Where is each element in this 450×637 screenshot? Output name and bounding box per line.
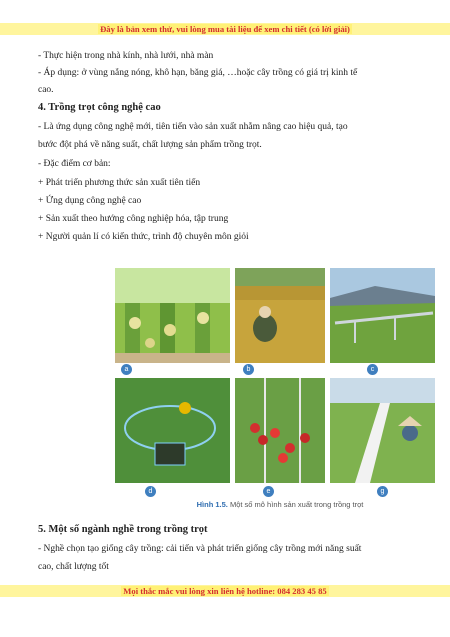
photo-vegetable-field <box>330 378 435 483</box>
photo-tag-e: e <box>263 486 274 497</box>
photo-tag-c: c <box>367 364 378 375</box>
list-item: + Ứng dụng công nghệ cao <box>38 196 142 206</box>
text-line: - Đặc điểm cơ bản: <box>38 159 111 169</box>
text-line: - Nghề chọn tạo giống cây trồng: cải tiến và phát triển giống cây trồng mới năng suất <box>38 544 362 554</box>
text-line: bước đột phá về năng suất, chất lượng sản phẩm trồng trọt. <box>38 140 262 150</box>
photo-tag-g: g <box>377 486 388 497</box>
list-item: + Sản xuất theo hướng công nghiệp hóa, tập trung <box>38 214 229 224</box>
preview-notice-text: Đây là bản xem thử, vui lòng mua tài liệu để xem chi tiết (có lời giải) <box>100 24 350 34</box>
photo-smart-farming <box>115 378 230 483</box>
figure-caption-text: Một số mô hình sản xuất trong trồng trọt <box>229 500 364 509</box>
photo-tag-a: a <box>121 364 132 375</box>
list-item: + Phát triển phương thức sản xuất tiên tiến <box>38 178 201 188</box>
photo-rice-field <box>235 268 325 363</box>
figure-caption <box>120 500 440 509</box>
photo-tag-b: b <box>243 364 254 375</box>
section-heading-5: 5. Một số ngành nghề trong trồng trọt <box>38 524 208 535</box>
text-line: - Là ứng dụng công nghệ mới, tiên tiến vào sản xuất nhằm nâng cao hiệu quả, tạo <box>38 122 348 132</box>
photo-tag-d: d <box>145 486 156 497</box>
hotline-text: Mọi thắc mắc vui lòng xin liên hệ hotline: 084 283 45 85 <box>123 586 327 596</box>
section-heading-4: 4. Trồng trọt công nghệ cao <box>38 102 161 113</box>
photo-greenhouse-melons <box>115 268 230 363</box>
text-line: cao, chất lượng tốt <box>38 562 109 572</box>
preview-notice-banner <box>0 23 450 35</box>
farming-models-figure <box>115 268 435 513</box>
text-line: - Thực hiện trong nhà kính, nhà lưới, nhà màn <box>38 51 214 61</box>
photo-tomatoes <box>235 378 325 483</box>
hotline-banner <box>0 585 450 597</box>
photo-irrigation-system <box>330 268 435 363</box>
figure-caption-label: Hình 1.5. <box>196 500 228 509</box>
text-line: cao. <box>38 85 54 95</box>
list-item: + Người quản lí có kiến thức, trình độ chuyên môn giỏi <box>38 232 249 242</box>
photo-collage <box>115 268 435 498</box>
text-line: - Áp dụng: ở vùng nắng nóng, khô hạn, băng giá, …hoặc cây trồng có giá trị kinh tế <box>38 68 358 78</box>
